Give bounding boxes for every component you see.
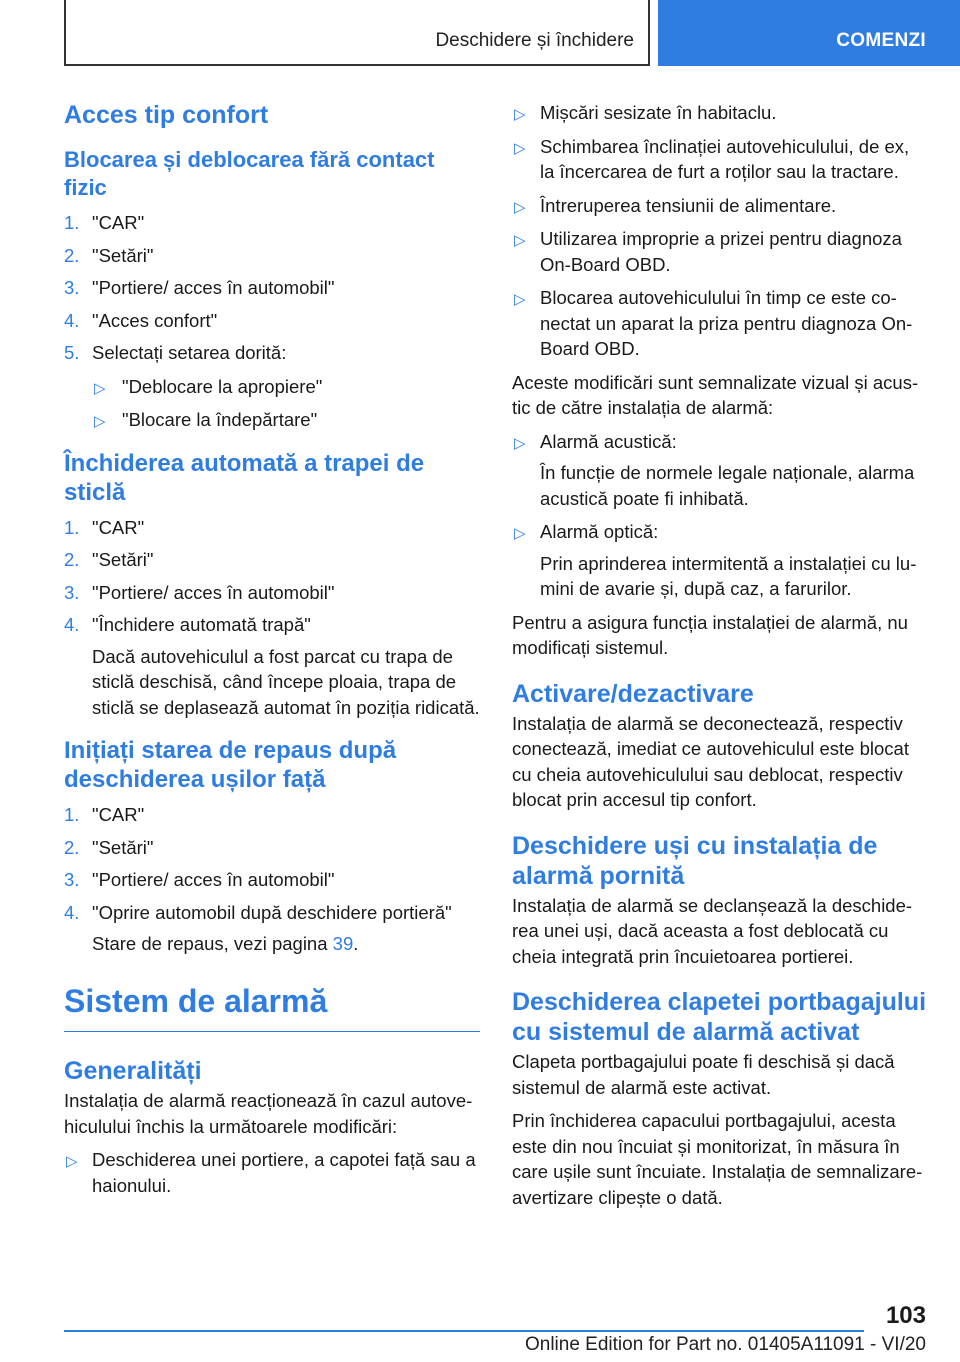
intro-generalitati: Instalația de alarmă reacționează în cazul autovehiculului închis la următoarele modificări: — [64, 1090, 473, 1137]
list-item: 2. "Setări" — [64, 244, 154, 266]
heading-deschidere-usi: Deschidere uși cu instalația de alarmă pornită — [512, 831, 878, 890]
signal-intro: Aceste modificări sunt semnalizate vizual și acustic de către instalația de alarmă: — [512, 371, 919, 418]
note-trapa: Dacă autovehiculul a fost parcat cu trapa de sticlă deschisă, când începe ploaia, trapa de sticlă se deplasează automat în poziția ridicată. — [92, 645, 480, 718]
list-item: ▷ Deschiderea unei portiere, a capotei față sau a haionului. — [66, 1149, 476, 1196]
triangle-bullet-icon: ▷ — [94, 379, 106, 397]
heading-sistem-alarma: Sistem de alarmă — [64, 982, 328, 1019]
signals-list — [512, 429, 928, 602]
heading-activare: Activare/dezactivare — [512, 679, 754, 708]
list-item: ▷ Schimbarea înclinației autovehiculului, de ex, la încercarea de furt a roților sau la tractare. — [514, 135, 910, 182]
steps-list-trapa — [64, 515, 482, 721]
triangle-bullet-icon: ▷ — [514, 434, 526, 452]
options-list — [92, 374, 482, 433]
triangle-bullet-icon: ▷ — [514, 106, 526, 123]
edition-label: Online Edition for Part no. 01405A11091 - VI/20 — [524, 1334, 926, 1355]
steps-list-repaus — [64, 802, 482, 957]
triangle-bullet-icon: ▷ — [514, 232, 526, 249]
list-item: ▷ Blocarea autovehiculului în timp ce este conectat un aparat la priza pentru diagnoza On-Board OBD. — [514, 287, 913, 359]
note-repaus: Stare de repaus, vezi pagina 39. — [92, 933, 359, 954]
list-item: ▷ "Blocare la îndepărtare" — [92, 407, 482, 433]
text-deschidere-usi: Instalația de alarmă se declanșează la deschiderea unei uși, dacă aceasta a fost deblocată cu cheia integrată prin încuietoarea portierei. — [512, 894, 913, 967]
steps-list-acces-confort — [64, 210, 482, 433]
triangle-bullet-icon: ▷ — [94, 413, 106, 430]
list-item: 2. "Setări" — [64, 836, 154, 858]
section-divider — [64, 1031, 480, 1033]
list-item: ▷ Mișcări sesizate în habitaclu. — [512, 100, 928, 126]
text-clapeta-2: Prin închiderea capacului portbagajului, acesta este din nou încuiat și monitorizat, în măsura în care ușile sunt încuiate. Instalația de semnalizare-avertizare clipește o dată. — [512, 1110, 923, 1208]
heading-stare-repaus: Inițiați starea de repaus după deschiderea ușilor față — [64, 737, 397, 793]
triangle-bullet-icon: ▷ — [514, 525, 526, 542]
heading-clapeta-portbagaj: Deschiderea clapetei portbagajului cu sistemul de alarmă activat — [512, 988, 927, 1046]
triangle-bullet-icon: ▷ — [66, 1153, 78, 1170]
list-item: 3. "Portiere/ acces în automobil" — [64, 277, 335, 298]
heading-inchidere-trapa: Închiderea automată a trapei de sticlă — [64, 449, 425, 506]
section-title: Deschidere și închidere — [435, 30, 634, 51]
list-item: ▷ Întreruperea tensiunii de alimentare. — [512, 193, 928, 219]
list-item: 4. "Închidere automată trapă" Dacă autovehiculul a fost parcat cu trapa de sticlă deschisă, când începe ploaia, trapa de sticlă se deplasează automat în poziția ridicată. — [64, 612, 482, 720]
triangle-bullet-icon: ▷ — [514, 198, 526, 216]
text-activare: Instalația de alarmă se deconectează, respectiv conectează, imediat ce autovehiculul este blocat cu cheia autovehiculului sau deblocat, respectiv blocat prin accesul tip confort. — [512, 712, 909, 810]
footer-divider — [64, 1330, 864, 1332]
list-item: 3. "Portiere/ acces în automobil" — [64, 869, 335, 890]
left-column — [64, 100, 482, 1206]
list-item: 5. Selectați setarea dorită: ▷ "Deblocare la apropiere" ▷ "Blocare la îndepărtare" — [64, 340, 482, 433]
list-item: ▷ Utilizarea improprie a prizei pentru diagnoza On-Board OBD. — [514, 228, 902, 275]
list-item: 1. "CAR" — [64, 516, 145, 538]
list-item: 1. "CAR" — [64, 212, 145, 233]
alarm-triggers-list — [64, 1147, 482, 1198]
alarm-triggers-list-continued — [512, 100, 928, 362]
list-item: ▷ "Deblocare la apropiere" — [92, 374, 482, 400]
list-item: 4. "Oprire automobil după deschidere portieră" Stare de repaus, vezi pagina 39. — [64, 900, 482, 957]
chapter-tab[interactable] — [658, 0, 960, 66]
page-link[interactable]: 39 — [332, 933, 354, 954]
list-item: 3. "Portiere/ acces în automobil" — [64, 581, 335, 603]
list-item: ▷ Alarmă acustică: În funcție de normele legale naționale, alarma acustică poate fi inhibată. — [514, 430, 915, 509]
list-item: 2. "Setări" — [64, 549, 154, 570]
page-number: 103 — [885, 1302, 926, 1329]
chapter-tab-label: COMENZI — [836, 30, 926, 51]
heading-generalitati: Generalități — [64, 1057, 202, 1085]
triangle-bullet-icon: ▷ — [514, 139, 526, 157]
list-item: ▷ Alarmă optică: Prin aprinderea intermitentă a instalației cu lumini de avarie și, după caz, a farurilor. — [514, 521, 917, 599]
right-column — [512, 100, 928, 1210]
list-item: 1. "CAR" — [64, 804, 145, 825]
subheading-blocare-fara-contact: Blocarea și deblocarea fără contact fizic — [64, 147, 435, 200]
page-header — [64, 0, 650, 66]
triangle-bullet-icon: ▷ — [514, 291, 526, 308]
warning-text: Pentru a asigura funcția instalației de alarmă, nu modificați sistemul. — [512, 611, 908, 658]
heading-acces-confort: Acces tip confort — [64, 101, 269, 129]
list-item: 4. "Acces confort" — [64, 309, 218, 331]
text-clapeta-1: Clapeta portbagajului poate fi deschisă și dacă sistemul de alarmă este activat. — [512, 1051, 895, 1098]
